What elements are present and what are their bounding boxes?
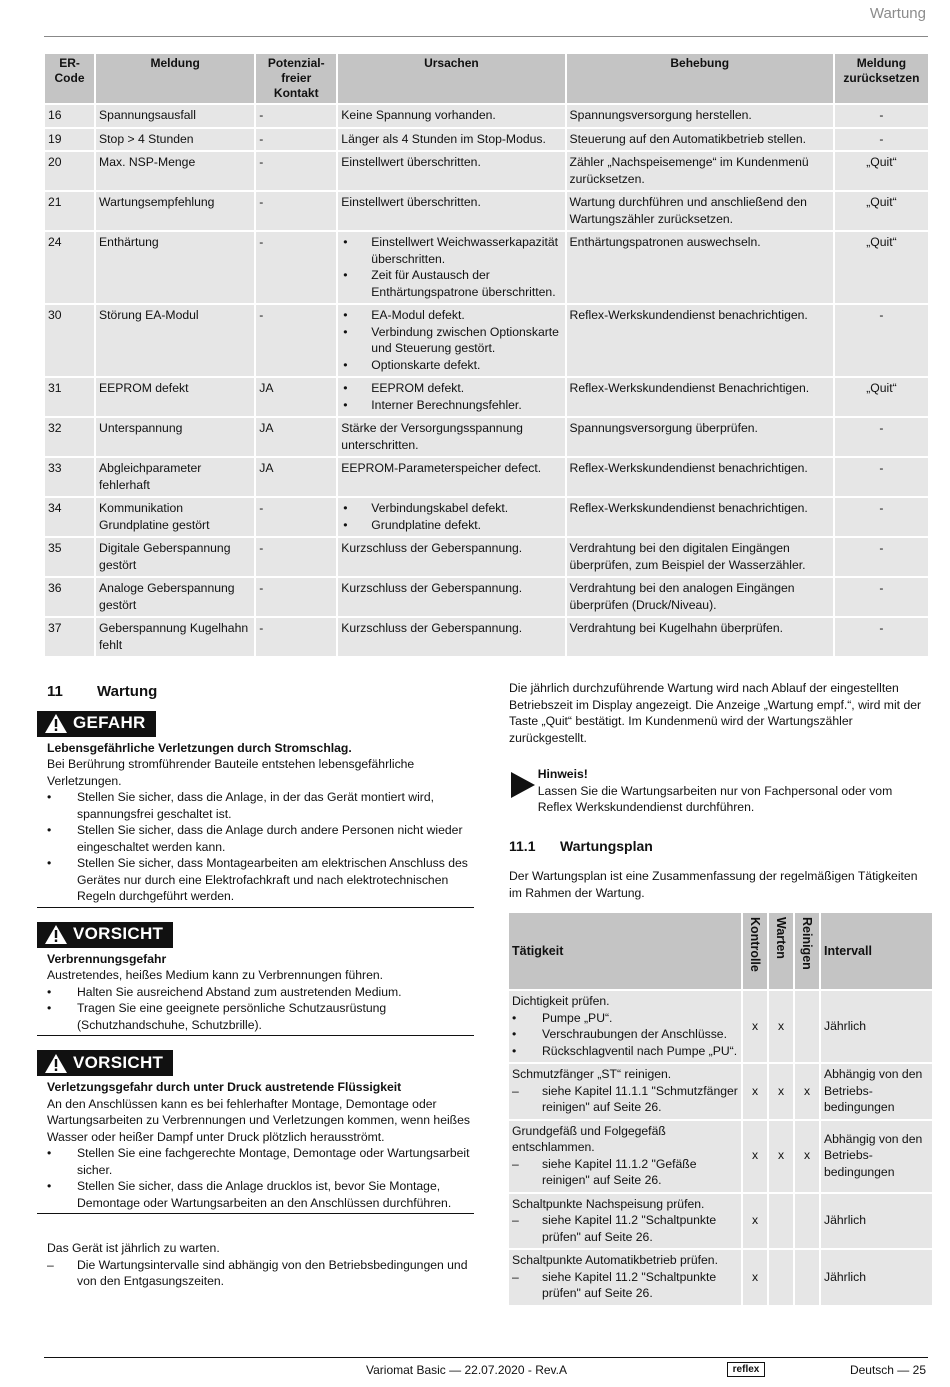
header-task: Tätigkeit [509, 913, 741, 989]
cause-item: • Grundplatine defekt. [341, 517, 561, 534]
warning-bullets [47, 789, 474, 905]
cell-fix: Verdrahtung bei Kugelhahn überprüfen. [567, 618, 833, 656]
cell-causes [338, 305, 564, 376]
cell-message: Wartungsempfehlung [96, 192, 254, 230]
cell-fix: Wartung durchführen und anschließend den Wartungszähler zurücksetzen. [567, 192, 833, 230]
error-row [45, 152, 928, 190]
warning-title: Lebensgefährliche Verletzungen durch Stromschlag. [47, 740, 352, 755]
cell-causes [338, 418, 564, 456]
section-number: 11.1 [509, 837, 536, 854]
warning-pressure [37, 1050, 474, 1214]
header-contact: Potenzial- freier Kontakt [256, 54, 336, 103]
cell-task [509, 1064, 741, 1119]
cell-causes [338, 105, 564, 127]
cell-fix: Verdrahtung bei den analogen Eingängen überprüfen (Druck/Niveau). [567, 578, 833, 616]
header-interval: Intervall [821, 913, 932, 989]
right-column [509, 680, 930, 1307]
cell-task [509, 1121, 741, 1192]
bullet-item: • Pumpe „PU“. [512, 1010, 738, 1027]
error-row [45, 305, 928, 376]
cell-fix: Reflex-Werkskundendienst benachrichtigen. [567, 458, 833, 496]
cell-code: 16 [45, 105, 94, 127]
warning-title: Verletzungsgefahr durch unter Druck austretende Flüssigkeit [47, 1080, 402, 1094]
dash-item: – siehe Kapitel 11.1.2 "Gefäße reinigen" auf Seite 26. [512, 1156, 738, 1189]
cell-causes [338, 232, 564, 303]
header-reset: Meldung zurücksetzen [835, 54, 928, 103]
cell-message: Max. NSP-Menge [96, 152, 254, 190]
error-row [45, 378, 928, 416]
causes-list [341, 234, 561, 300]
annual-dash-list [47, 1257, 474, 1290]
cell-contact: - [256, 232, 336, 303]
plan-row [509, 1250, 932, 1305]
annual-maintenance-text: Das Gerät ist jährlich zu warten. [47, 1241, 220, 1255]
cell-causes [338, 192, 564, 230]
header-control: Kontrolle [743, 913, 767, 989]
cell-reset: - [835, 498, 928, 536]
left-column [47, 684, 474, 1290]
cell-message: Kommunikation Grundplatine gestört [96, 498, 254, 536]
section-number: 11 [47, 683, 63, 700]
task-dash [512, 1156, 738, 1189]
bullet-item: • Stellen Sie sicher, dass die Anlage drucklos ist, bevor Sie Montage, Demontage oder Wartungsarbeiten an den Anschlüssen durchführen. [47, 1178, 474, 1211]
header-behebung: Behebung [567, 54, 833, 103]
bullet-item: • Tragen Sie eine geeignete persönliche Schutzausrüstung (Schutzhandschuhe, Schutzbrille). [47, 1000, 474, 1033]
cause-text: Stärke der Versorgungsspannung unterschritten. [341, 421, 523, 452]
cell-service [769, 1250, 793, 1305]
cell-fix: Spannungsversorgung herstellen. [567, 105, 833, 127]
cause-item: • Einstellwert Weichwasserkapazität überschritten. [341, 234, 561, 267]
cause-text: Einstellwert überschritten. [341, 155, 481, 169]
header-er-code: ER- Code [45, 54, 94, 103]
cell-reset: - [835, 305, 928, 376]
cause-text: Kurzschluss der Geberspannung. [341, 621, 523, 635]
dash-item: – siehe Kapitel 11.2 "Schaltpunkte prüfen" auf Seite 26. [512, 1269, 738, 1302]
cell-code: 32 [45, 418, 94, 456]
cell-contact: JA [256, 378, 336, 416]
warning-burn [37, 922, 474, 1037]
task-dash [512, 1083, 738, 1116]
error-row [45, 458, 928, 496]
cell-clean [795, 1194, 819, 1249]
cell-code: 31 [45, 378, 94, 416]
error-table-header [45, 54, 928, 103]
cell-message: Digitale Geberspannung gestört [96, 538, 254, 576]
cell-causes [338, 152, 564, 190]
cell-code: 36 [45, 578, 94, 616]
cell-control: x [743, 1064, 767, 1119]
cell-contact: - [256, 129, 336, 151]
cell-contact: JA [256, 418, 336, 456]
cell-message: Analoge Geberspannung gestört [96, 578, 254, 616]
bullet-item: • Stellen Sie sicher, dass die Anlage, in der das Gerät montiert wird, spannungsfrei geschaltet ist. [47, 789, 474, 822]
running-header: Wartung [869, 5, 926, 22]
cell-message: EEPROM defekt [96, 378, 254, 416]
warning-triangle-icon [45, 925, 67, 944]
cause-text: Einstellwert überschritten. [341, 195, 481, 209]
bullet-item: • Rückschlagventil nach Pumpe „PU“. [512, 1043, 738, 1060]
causes-list [341, 380, 561, 413]
cell-code: 33 [45, 458, 94, 496]
plan-row [509, 1064, 932, 1119]
plan-header-row [509, 913, 932, 989]
cell-control: x [743, 1194, 767, 1249]
cell-reset: „Quit“ [835, 232, 928, 303]
cell-fix: Reflex-Werkskundendienst benachrichtigen. [567, 498, 833, 536]
plan-row [509, 1194, 932, 1249]
cell-causes [338, 498, 564, 536]
error-row [45, 498, 928, 536]
cell-contact: - [256, 498, 336, 536]
cell-reset: „Quit“ [835, 192, 928, 230]
cell-clean [795, 991, 819, 1062]
causes-list [341, 307, 561, 373]
cell-code: 34 [45, 498, 94, 536]
cell-task [509, 1194, 741, 1249]
cell-code: 24 [45, 232, 94, 303]
cause-item: • Verbindung zwischen Optionskarte und Steuerung gestört. [341, 324, 561, 357]
maintenance-intro: Die jährlich durchzuführende Wartung wird nach Ablauf der eingestellten Betriebszeit im Display angezeigt. Die Anzeige „Wartung empf.“, wird mit der Taste „Quit“ bestätigt. Im Kundenmenü wird der Wartungszähler zurückgestellt. [509, 681, 922, 745]
cell-message: Unterspannung [96, 418, 254, 456]
cell-code: 30 [45, 305, 94, 376]
cell-reset: - [835, 105, 928, 127]
cell-service: x [769, 1121, 793, 1192]
header-rule [44, 36, 928, 37]
warning-triangle-icon [45, 714, 67, 733]
cause-item: • Zeit für Austausch der Enthärtungspatrone überschritten. [341, 267, 561, 300]
cell-message: Abgleichparameter fehlerhaft [96, 458, 254, 496]
task-title: Dichtigkeit prüfen. [512, 994, 610, 1008]
error-row [45, 192, 928, 230]
footer-document: Variomat Basic — 22.07.2020 - Rev.A [366, 1363, 567, 1377]
bullet-item: • Stellen Sie eine fachgerechte Montage, Demontage oder Wartungsarbeit sicher. [47, 1145, 474, 1178]
cell-task [509, 1250, 741, 1305]
cell-contact: - [256, 105, 336, 127]
cause-text: Länger als 4 Stunden im Stop-Modus. [341, 131, 546, 146]
footer-page: Deutsch — 25 [849, 1363, 926, 1377]
cell-fix: Reflex-Werkskundendienst benachrichtigen. [567, 305, 833, 376]
warning-bullets [47, 1145, 474, 1211]
cell-service: x [769, 1064, 793, 1119]
cell-reset: - [835, 129, 928, 151]
cause-text: Kurzschluss der Geberspannung. [341, 541, 523, 555]
cell-contact: - [256, 618, 336, 656]
bullet-item: • Stellen Sie sicher, dass Montagearbeiten am elektrischen Anschluss des Gerätes nur durch eine Elektrofachkraft und nach elektrotechnischen Regeln durchgeführt werden. [47, 855, 474, 905]
cell-code: 19 [45, 129, 94, 151]
task-bullets [512, 1010, 738, 1060]
cell-causes [338, 458, 564, 496]
cell-message: Spannungsausfall [96, 105, 254, 127]
maintenance-plan-table [507, 911, 934, 1307]
cell-message: Geberspannung Kugelhahn fehlt [96, 618, 254, 656]
cell-contact: - [256, 152, 336, 190]
cell-control: x [743, 991, 767, 1062]
plan-row [509, 1121, 932, 1192]
cell-reset: - [835, 538, 928, 576]
header-ursachen: Ursachen [338, 54, 564, 103]
error-row [45, 129, 928, 151]
cell-service: x [769, 991, 793, 1062]
cell-service [769, 1194, 793, 1249]
cell-reset: - [835, 578, 928, 616]
cell-code: 35 [45, 538, 94, 576]
signal-word-badge: GEFAHR [37, 711, 156, 737]
section-title: Wartungsplan [560, 837, 653, 854]
cell-message: Stop > 4 Stunden [96, 129, 254, 151]
error-row [45, 418, 928, 456]
bullet-item: • Verschraubungen der Anschlüsse. [512, 1026, 738, 1043]
cause-text: EEPROM-Parameterspeicher defect. [341, 461, 542, 475]
signal-word-badge: VORSICHT [37, 1050, 173, 1076]
warning-text: Austretendes, heißes Medium kann zu Verbrennungen führen. [47, 968, 384, 982]
cell-reset: „Quit“ [835, 378, 928, 416]
header-clean: Reinigen [795, 913, 819, 989]
cell-control: x [743, 1250, 767, 1305]
cell-reset: - [835, 418, 928, 456]
cell-fix: Steuerung auf den Automatikbetrieb stellen. [567, 129, 833, 151]
cell-reset: - [835, 458, 928, 496]
warning-triangle-icon [45, 1054, 67, 1073]
cell-causes [338, 538, 564, 576]
cause-item: • Optionskarte defekt. [341, 357, 561, 374]
cell-code: 37 [45, 618, 94, 656]
cell-code: 21 [45, 192, 94, 230]
warning-title: Verbrennungsgefahr [47, 951, 167, 966]
header-service: Warten [769, 913, 793, 989]
cause-text: Kurzschluss der Geberspannung. [341, 581, 523, 595]
task-title: Grundgefäß und Folgegefäß entschlammen. [512, 1123, 666, 1154]
error-row [45, 578, 928, 616]
plan-row [509, 991, 932, 1062]
bullet-item: • Halten Sie ausreichend Abstand zum austretenden Medium. [47, 984, 474, 1001]
cell-fix: Reflex-Werkskundendienst Benachrichtigen. [567, 378, 833, 416]
cell-causes [338, 618, 564, 656]
cell-fix: Spannungsversorgung überprüfen. [567, 418, 833, 456]
signal-word-badge: VORSICHT [37, 922, 173, 948]
cell-interval: Jährlich [821, 1194, 932, 1249]
cell-message: Enthärtung [96, 232, 254, 303]
task-title: Schaltpunkte Nachspeisung prüfen. [512, 1196, 705, 1211]
cell-clean [795, 1250, 819, 1305]
error-row [45, 618, 928, 656]
warning-text: Bei Berührung stromführender Bauteile entstehen lebensgefährliche Verletzungen. [47, 757, 415, 788]
cell-contact: - [256, 305, 336, 376]
cell-causes [338, 578, 564, 616]
warning-bullets [47, 984, 474, 1034]
task-dash [512, 1212, 738, 1245]
cell-clean: x [795, 1064, 819, 1119]
cell-clean: x [795, 1121, 819, 1192]
cell-interval: Abhängig von den Betriebs-bedingungen [821, 1121, 932, 1192]
plan-intro: Der Wartungsplan ist eine Zusammenfassung der regelmäßigen Tätigkeiten im Rahmen der Wartung. [509, 869, 918, 900]
cell-interval: Jährlich [821, 1250, 932, 1305]
section-heading-11-1 [509, 838, 930, 855]
error-code-table [43, 52, 930, 658]
cell-message: Störung EA-Modul [96, 305, 254, 376]
warning-text: An den Anschlüssen kann es bei fehlerhafter Montage, Demontage oder Wartungsarbeiten zu Verbrennungen und Verletzungen kommen, wenn heißes Wasser oder heißer Dampf unter Druck plötzlich herausströmt. [47, 1096, 470, 1144]
cell-interval: Jährlich [821, 991, 932, 1062]
dash-item: – siehe Kapitel 11.2 "Schaltpunkte prüfen" auf Seite 26. [512, 1212, 738, 1245]
cell-code: 20 [45, 152, 94, 190]
section-heading-11 [47, 684, 474, 701]
causes-list [341, 500, 561, 533]
footer-rule [44, 1357, 928, 1358]
cell-fix: Enthärtungspatronen auswechseln. [567, 232, 833, 303]
cell-contact: JA [256, 458, 336, 496]
cell-reset: - [835, 618, 928, 656]
cell-contact: - [256, 192, 336, 230]
cell-contact: - [256, 538, 336, 576]
cell-contact: - [256, 578, 336, 616]
cause-item: • EA-Modul defekt. [341, 307, 561, 324]
hint-title: Hinweis! [537, 767, 588, 781]
cell-causes [338, 129, 564, 151]
task-title: Schaltpunkte Automatikbetrieb prüfen. [512, 1253, 718, 1267]
dash-item: – Die Wartungsintervalle sind abhängig von den Betriebsbedingungen und von den Entgasungszeiten. [47, 1257, 474, 1290]
cause-text: Keine Spannung vorhanden. [341, 108, 496, 122]
bullet-item: • Stellen Sie sicher, dass die Anlage durch andere Personen nicht wieder eingeschaltet werden kann. [47, 822, 474, 855]
error-row [45, 538, 928, 576]
cause-item: • Interner Berechnungsfehler. [341, 397, 561, 414]
section-title: Wartung [97, 683, 158, 700]
header-meldung: Meldung [96, 54, 254, 103]
dash-item: – siehe Kapitel 11.1.1 "Schmutzfänger reinigen" auf Seite 26. [512, 1083, 738, 1116]
error-row [45, 232, 928, 303]
cause-item: • Verbindungskabel defekt. [341, 500, 561, 517]
error-row [45, 105, 928, 127]
hint-box [509, 766, 930, 816]
warning-danger [37, 711, 474, 908]
task-title: Schmutzfänger „ST“ reinigen. [512, 1067, 672, 1081]
cell-causes [338, 378, 564, 416]
task-dash [512, 1269, 738, 1302]
hint-text: Lassen Sie die Wartungsarbeiten nur von Fachpersonal oder vom Reflex Werkskundendienst durchführen. [537, 783, 893, 814]
cause-item: • EEPROM defekt. [341, 380, 561, 397]
hint-arrow-icon [509, 766, 538, 816]
cell-fix: Zähler „Nachspeisemenge“ im Kundenmenü zurücksetzen. [567, 152, 833, 190]
cell-task [509, 991, 741, 1062]
cell-control: x [743, 1121, 767, 1192]
cell-fix: Verdrahtung bei den digitalen Eingängen überprüfen, zum Beispiel der Wasserzähler. [567, 538, 833, 576]
cell-interval: Abhängig von den Betriebs-bedingungen [821, 1064, 932, 1119]
cell-reset: „Quit“ [835, 152, 928, 190]
reflex-logo: reflex [727, 1362, 765, 1377]
